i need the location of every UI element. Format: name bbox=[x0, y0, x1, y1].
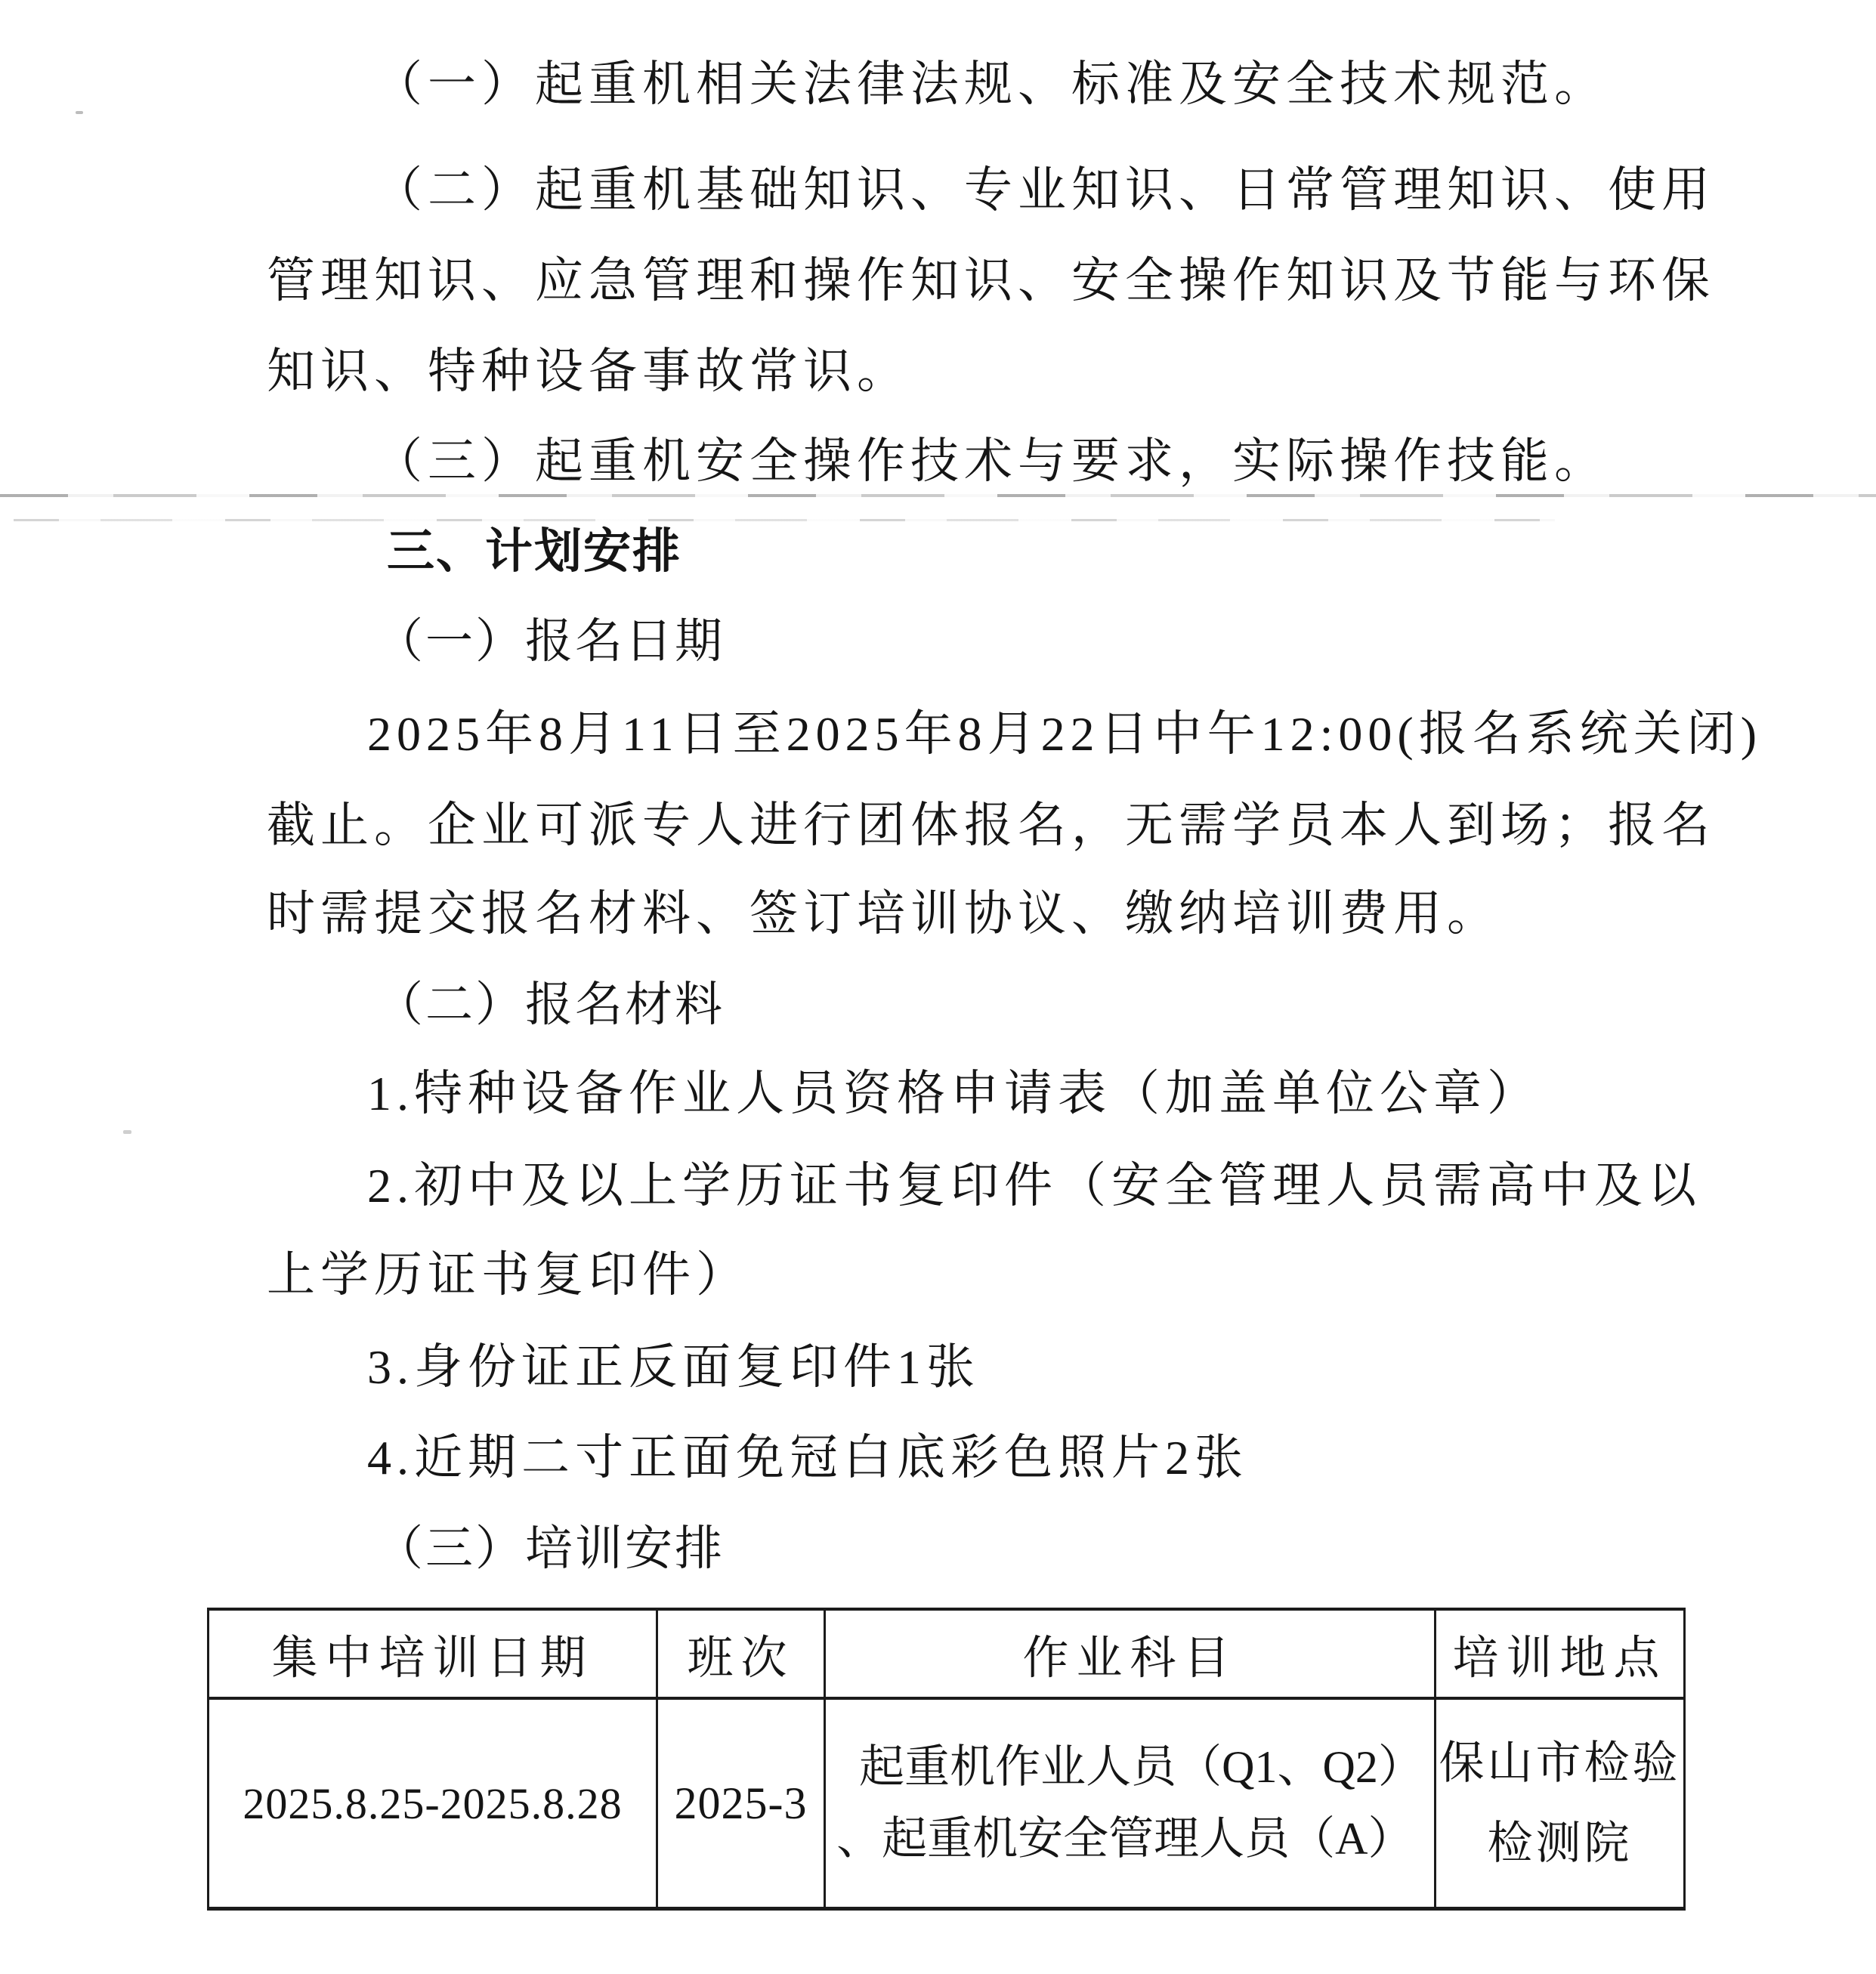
table-header-work-subject bbox=[826, 1611, 1436, 1700]
paragraph-line: 2025年8月11日至2025年8月22日中午12:00(报名系统关闭) bbox=[367, 707, 1763, 761]
paragraph-line: 2.初中及以上学历证书复印件（安全管理人员需高中及以 bbox=[367, 1159, 1701, 1213]
training-date-value: 2025.8.25-2025.8.28 bbox=[243, 1778, 623, 1828]
table-header-label: 作业科目 bbox=[1022, 1633, 1238, 1684]
paragraph-line: 知识、特种设备事故常识。 bbox=[267, 344, 910, 398]
paragraph-line: 1.特种设备作业人员资格申请表（加盖单位公章） bbox=[367, 1067, 1541, 1120]
scan-artifact-line bbox=[14, 519, 1555, 521]
work-subject-line: 、起重机安全管理人员（A） bbox=[836, 1814, 1414, 1864]
sub-heading: （一）报名日期 bbox=[376, 615, 725, 668]
paragraph-line: （二）起重机基础知识、专业知识、日常管理知识、使用 bbox=[374, 163, 1715, 217]
section-heading: 三、计划安排 bbox=[387, 525, 681, 578]
paragraph-line: 3.身份证正反面复印件1张 bbox=[367, 1340, 980, 1394]
sub-heading: （三）培训安排 bbox=[376, 1522, 725, 1575]
training-location-line: 检测院 bbox=[1487, 1818, 1633, 1868]
paragraph-line: （一）起重机相关法律法规、标准及安全技术规范。 bbox=[374, 57, 1608, 111]
scan-speck bbox=[76, 111, 83, 114]
table-header-label: 班次 bbox=[687, 1633, 795, 1684]
work-subject-line: 起重机作业人员（Q1、Q2） bbox=[859, 1742, 1423, 1792]
table-cell-class-number bbox=[658, 1700, 826, 1907]
paragraph-line: 4.近期二寸正面免冠白底彩色照片2张 bbox=[367, 1431, 1248, 1484]
paragraph-line: 上学历证书复印件） bbox=[267, 1248, 749, 1302]
table-header-label: 培训地点 bbox=[1452, 1633, 1667, 1684]
sub-heading: （二）报名材料 bbox=[376, 978, 725, 1031]
paragraph-line: （三）起重机安全操作技术与要求，实际操作技能。 bbox=[374, 434, 1608, 488]
paragraph-line: 管理知识、应急管理和操作知识、安全操作知识及节能与环保 bbox=[267, 254, 1715, 307]
work-subject-value bbox=[836, 1731, 1423, 1875]
table-header-training-date bbox=[209, 1611, 658, 1700]
table-cell-training-date bbox=[209, 1700, 658, 1907]
table-header-class-number bbox=[658, 1611, 826, 1700]
class-number-value: 2025-3 bbox=[674, 1778, 808, 1828]
paragraph-line: 时需提交报名材料、签订培训协议、缴纳培训费用。 bbox=[267, 887, 1500, 941]
paragraph-line: 截止。企业可派专人进行团体报名，无需学员本人到场；报名 bbox=[267, 799, 1715, 852]
scan-artifact-line bbox=[0, 494, 1876, 497]
table-cell-work-subject bbox=[826, 1700, 1436, 1907]
table-cell-training-location bbox=[1436, 1700, 1683, 1907]
training-location-line: 保山市检验 bbox=[1439, 1738, 1681, 1788]
training-schedule-table bbox=[207, 1608, 1686, 1911]
scan-speck bbox=[123, 1130, 131, 1134]
table-header-training-location bbox=[1436, 1611, 1683, 1700]
table-header-label: 集中培训日期 bbox=[271, 1633, 594, 1684]
